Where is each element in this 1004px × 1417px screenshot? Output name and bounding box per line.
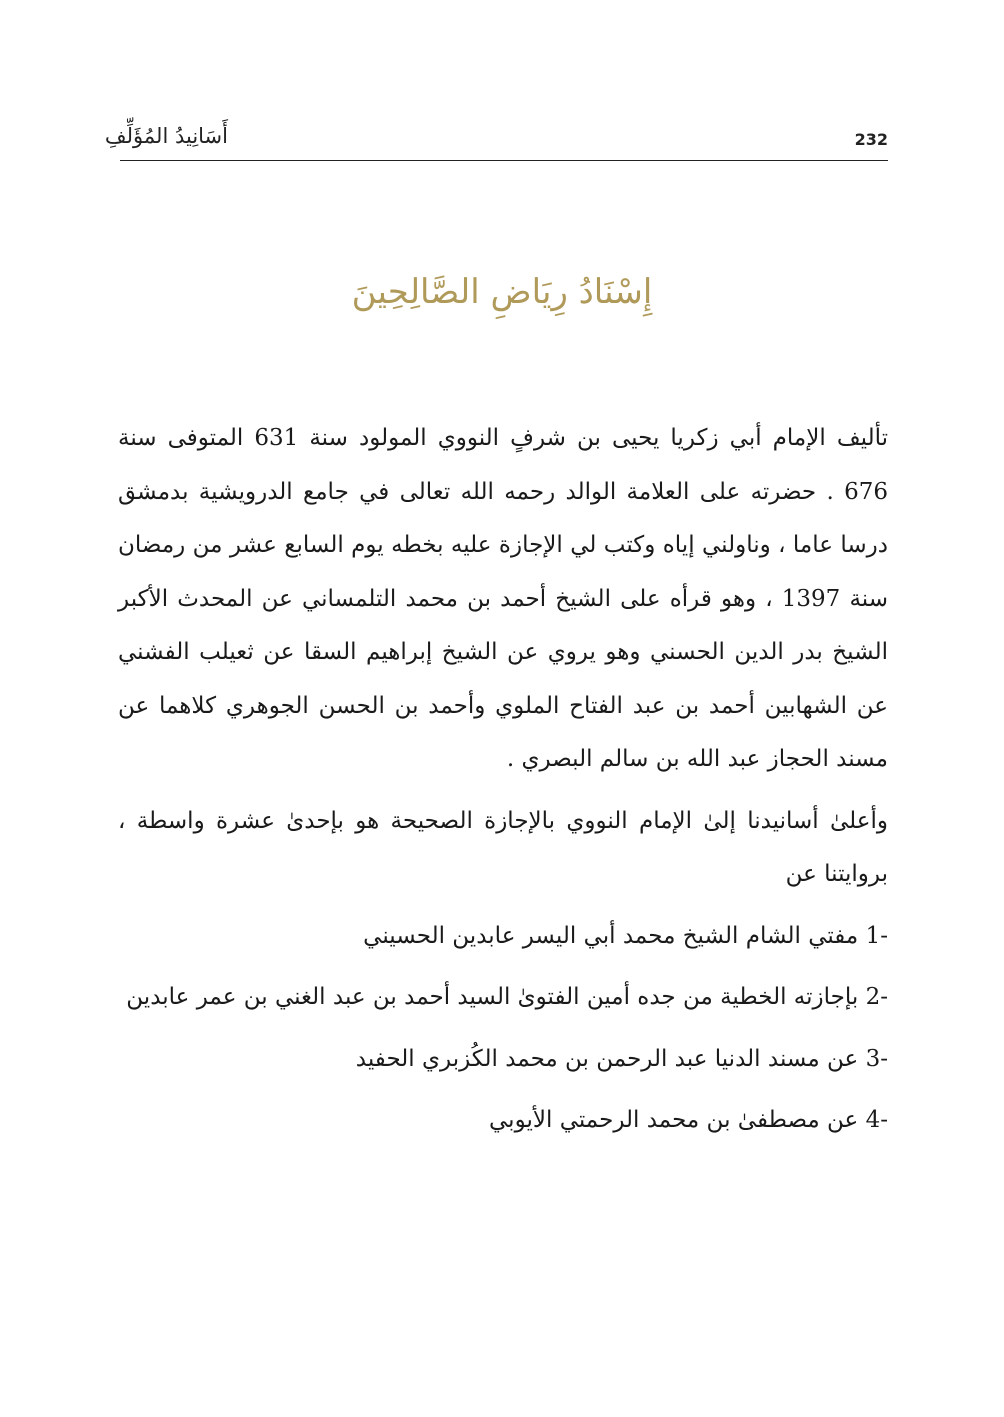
chain-item-2: -2 بإجازته الخطية من جده أمين الفتوىٰ السيد أحمد بن عبد الغني بن عمر عابدين	[126, 984, 888, 1010]
paragraph-highest-chain: وأعلىٰ أسانيدنا إلىٰ الإمام النووي بالإجازة الصحيحة هو بإحدىٰ عشرة واسطة ، بروايتنا عن	[118, 807, 888, 887]
page-number: 232	[854, 130, 888, 149]
running-title: أَسَانِيدُ المُؤَلِّفِ	[104, 124, 228, 148]
body-text	[118, 412, 888, 1148]
chain-item-1: -1 مفتي الشام الشيخ محمد أبي اليسر عابدين الحسيني	[363, 922, 888, 949]
page-header	[104, 114, 888, 161]
chain-item-4: -4 عن مصطفىٰ بن محمد الرحمتي الأيوبي	[489, 1107, 888, 1133]
chain-item-3: -3 عن مسند الدنيا عبد الرحمن بن محمد الكُزبري الحفيد	[355, 1045, 888, 1072]
section-title: إِسْنَادُ رِيَاضِ الصَّالِحِينَ	[351, 272, 653, 312]
paragraph-intro: تأليف الإمام أبي زكريا يحيى بن شرفٍ النووي المولود سنة 631 المتوفى سنة 676 . حضرته على العلامة الوالد رحمه الله تعالى في جامع الدرويشية بدمشق درسا عاما ، وناولني إياه وكتب لي الإجازة عليه بخطه يوم السابع عشر من رمضان سنة 1397 ، وهو قرأه على الشيخ أحمد بن محمد التلمساني عن المحدث الأكبر الشيخ بدر الدين الحسني وهو يروي عن الشيخ إبراهيم السقا عن ثعيلب الفشني عن الشهابين أحمد بن عبد الفتاح الملوي وأحمد بن الحسن الجوهري كلاهما عن مسند الحجاز عبد الله بن سالم البصري .	[118, 425, 888, 772]
